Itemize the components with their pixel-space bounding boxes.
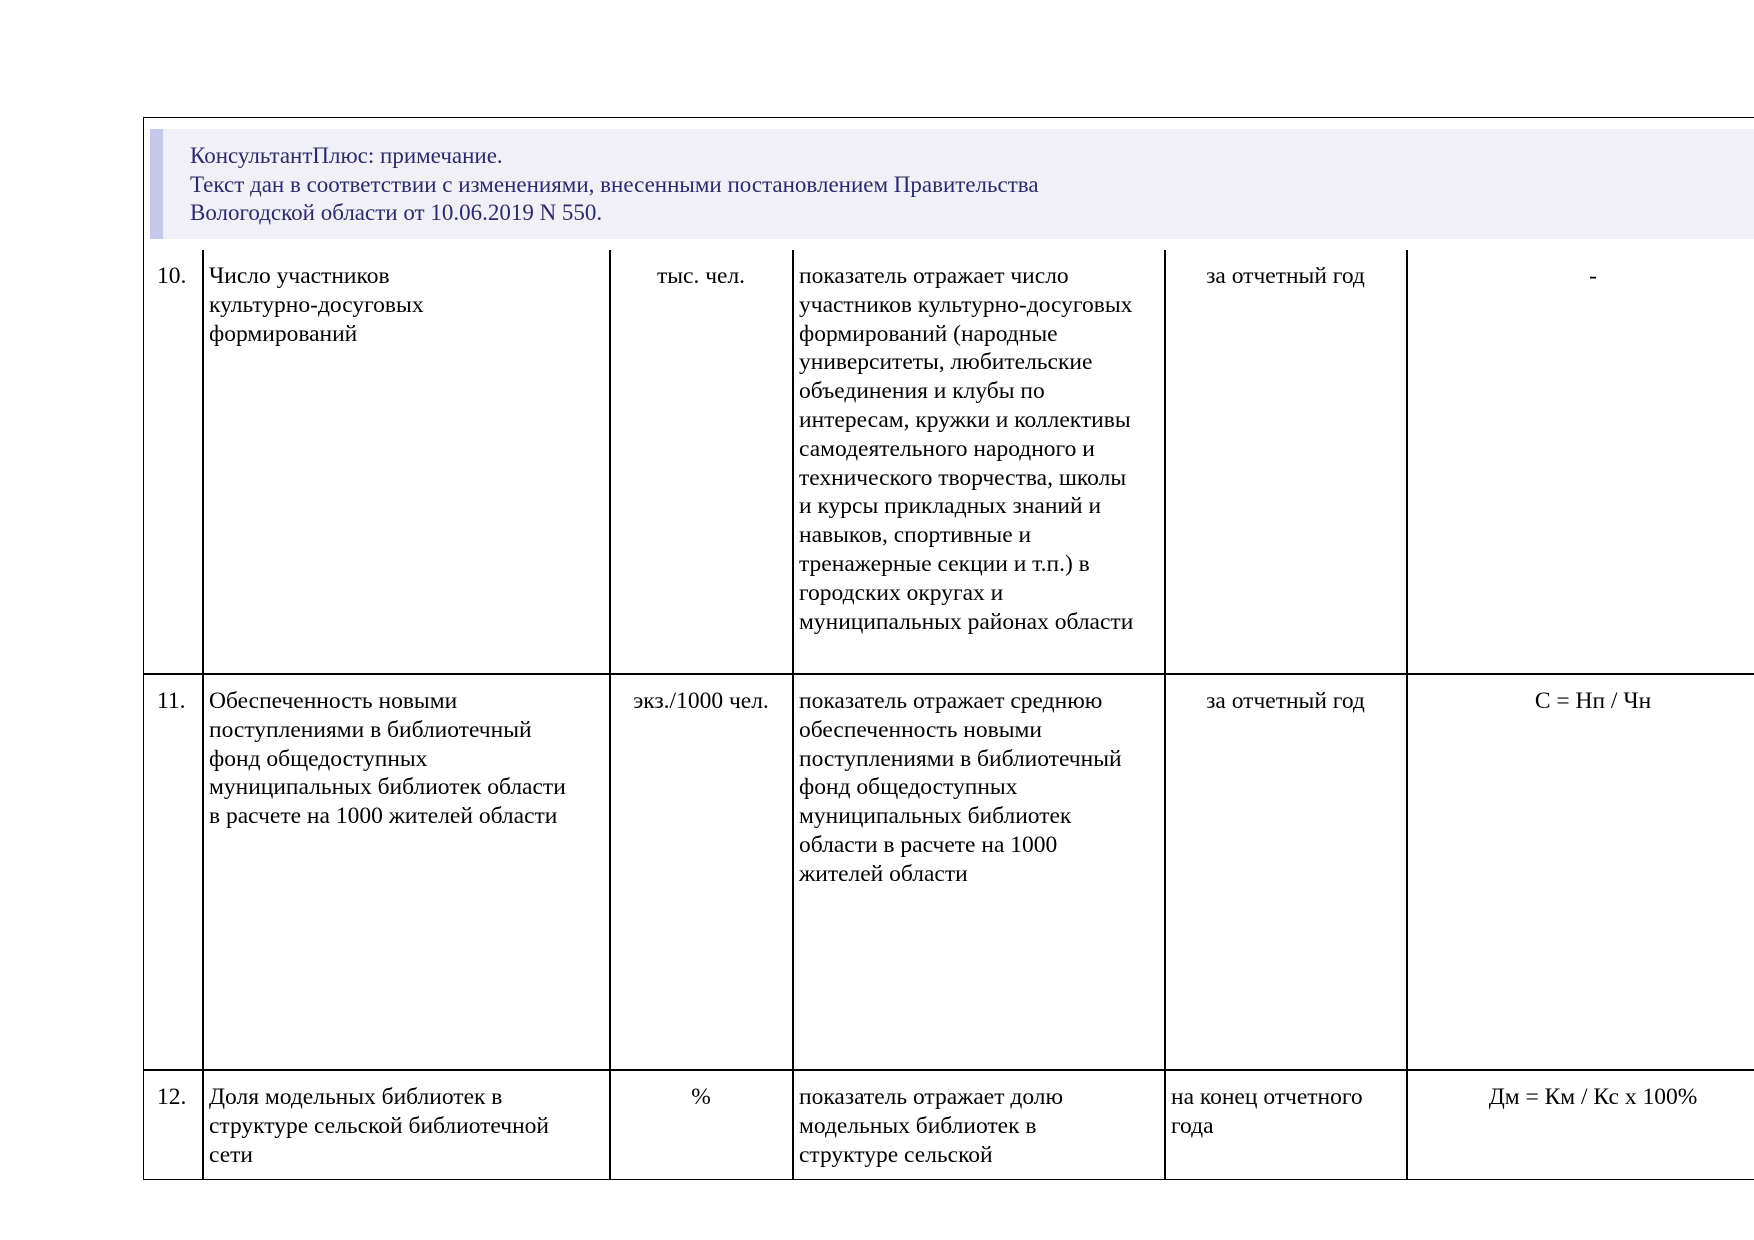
row-10-description-line: интересам, кружки и коллективы (799, 406, 1131, 433)
row-11-name-line: поступлениями в библиотечный (209, 716, 532, 743)
row-10-name-line: Число участников (209, 263, 390, 289)
row-11-description-line: области в расчете на 1000 (799, 831, 1058, 858)
row-10-name-line: культурно-досуговых (209, 291, 424, 318)
row-12-period-line: на конец отчетного (1171, 1084, 1363, 1110)
row-12-description-line: модельных библиотек в (799, 1112, 1037, 1139)
table-row-11-unit: экз./1000 чел. (633, 688, 769, 714)
table-row-10-number: 10. (157, 263, 187, 289)
table-row-10-unit: тыс. чел. (656, 263, 746, 289)
column-divider-3 (792, 250, 794, 1180)
row-11-name-line: фонд общедоступных (209, 745, 428, 772)
row-10-description-line: и курсы прикладных знаний и (799, 493, 1102, 520)
table-row-11-formula: С = Нп / Чн (1534, 688, 1652, 714)
row-10-description-line: навыков, спортивные и (799, 522, 1032, 549)
row-12-name-line: сети (209, 1141, 253, 1168)
row-11-name-line: в расчете на 1000 жителей области (209, 803, 558, 830)
column-divider-1 (202, 250, 204, 1180)
table-row-10-name (209, 262, 424, 348)
table-row-12-period (1171, 1083, 1363, 1141)
note-accent-bar (150, 129, 163, 239)
row-10-description-line: технического творчества, школы (799, 464, 1127, 491)
row-11-description-line: обеспеченность новыми (799, 716, 1042, 743)
note-title: КонсультантПлюс: примечание. (190, 143, 503, 168)
row-11-description-line: показатель отражает среднюю (799, 688, 1103, 714)
row-10-description-line: самодеятельного народного и (799, 435, 1095, 462)
row-10-period-line: за отчетный год (1206, 263, 1365, 289)
note-line-1: Текст дан в соответствии с изменениями, внесенными постановлением Правительства (190, 171, 1039, 197)
row-12-name-line: Доля модельных библиотек в (209, 1084, 503, 1110)
table-row-11-name (209, 687, 566, 831)
table-row-10-formula: - (1589, 263, 1597, 289)
note-line-2: Вологодской области от 10.06.2019 N 550. (190, 200, 603, 225)
row-12-period-line: года (1171, 1112, 1214, 1139)
table-row-12-description (799, 1083, 1063, 1169)
row-11-description-line: жителей области (799, 860, 968, 887)
row-10-name-line: формирований (209, 320, 358, 347)
table-row-12-unit: % (691, 1084, 711, 1110)
row-11-name-line: муниципальных библиотек области (209, 774, 566, 801)
row-10-description-line: формирований (народные (799, 320, 1058, 347)
table-row-10-period (1165, 262, 1406, 291)
table-row-11-description (799, 687, 1122, 889)
table-row-11-number: 11. (157, 688, 186, 714)
table-row-12-formula: Дм = Км / Кс х 100% (1488, 1084, 1698, 1110)
row-11-description-line: фонд общедоступных (799, 774, 1018, 801)
row-11-name-line: Обеспеченность новыми (209, 688, 458, 714)
row-12-name-line: структуре сельской библиотечной (209, 1112, 549, 1139)
row-11-period-line: за отчетный год (1206, 688, 1365, 714)
table-row-12-name (209, 1083, 549, 1169)
row-11-description-line: поступлениями в библиотечный (799, 745, 1122, 772)
row-10-description-line: муниципальных районах области (799, 608, 1134, 635)
table-row-11-period (1165, 687, 1406, 716)
consultant-note (150, 129, 1754, 239)
row-10-description-line: участников культурно-досуговых (799, 291, 1133, 318)
row-10-description-line: городских округах и (799, 579, 1004, 606)
table-row-12-number: 12. (157, 1084, 187, 1110)
row-10-description-line: объединения и клубы по (799, 378, 1045, 405)
table-row-10-description (799, 262, 1133, 636)
row-10-description-line: показатель отражает число (799, 263, 1069, 289)
row-10-description-line: тренажерные секции и т.п.) в (799, 550, 1090, 577)
row-12-description-line: структуре сельской (799, 1141, 993, 1168)
row-12-description-line: показатель отражает долю (799, 1084, 1064, 1110)
row-10-description-line: университеты, любительские (799, 349, 1093, 376)
row-divider-1 (143, 673, 1754, 675)
row-11-description-line: муниципальных библиотек (799, 803, 1072, 830)
row-divider-2 (143, 1069, 1754, 1071)
